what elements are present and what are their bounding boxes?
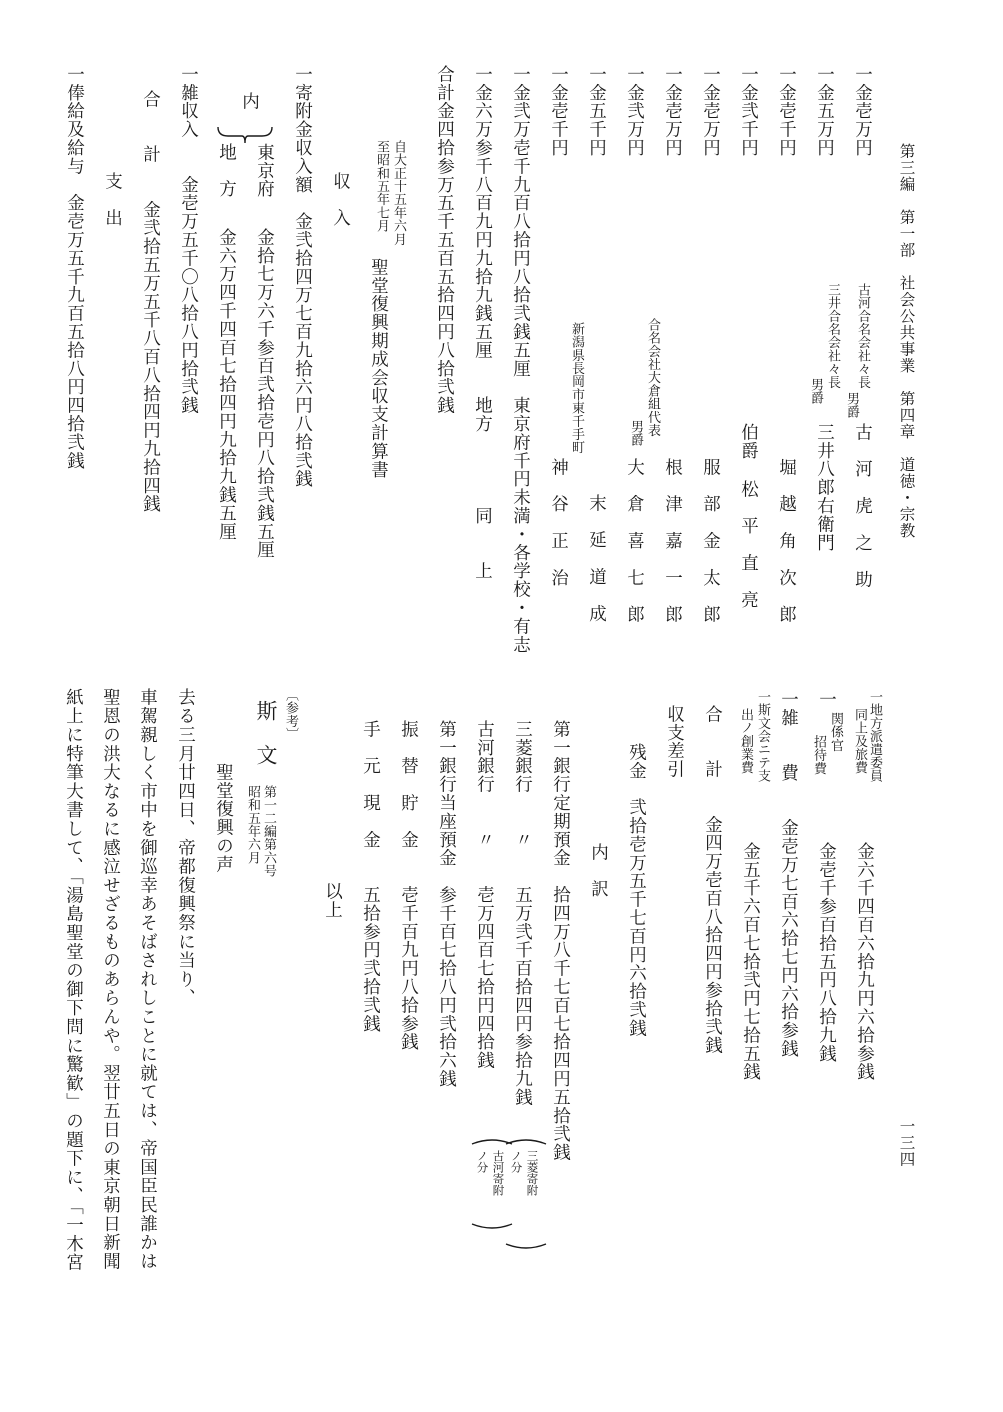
tokyo-label: 東京府: [254, 143, 275, 199]
donor-name: 古 河 虎 之 助: [852, 423, 873, 589]
journal-issue: 第一二編第六号: [261, 785, 276, 878]
reception-label: 招待費: [811, 735, 826, 775]
donor-title: 伯爵: [738, 423, 759, 460]
shibun-label: 一斯文会ニテ支: [755, 690, 770, 783]
donor-name: 松 平 直 亮: [738, 480, 759, 609]
body-line: 聖恩の洪大なるに感泣せざるものあらんや。翌廿五日の東京朝日新聞: [100, 688, 121, 1271]
breakdown-label: 内: [239, 92, 260, 111]
regional-small-donations: 一金六万参千八百九円九拾九銭五厘 地方 同 上: [472, 65, 493, 581]
reception-label: 関係官: [828, 712, 843, 752]
income-heading: 収 入: [330, 172, 351, 228]
shibun-amount: 金五千六百七拾弐円七拾五銭: [740, 842, 761, 1082]
balance-amount: 残金 弐拾壱万五千七百円六拾弐銭: [626, 743, 647, 1038]
donor-amount: 一金壱千円: [776, 65, 797, 157]
period-to: 至昭和五年七月: [374, 140, 389, 233]
travel-amount: 金六千四百六拾九円六拾参銭: [854, 842, 875, 1082]
donation-grand-total: 合計金四拾参万五千五百五拾四円八拾弐銭: [434, 65, 455, 415]
donor-amount: 一金壱万円: [700, 65, 721, 157]
account-row: 第一銀行当座預金 参千百七拾八円弐拾六銭: [436, 720, 457, 1088]
regional-amount: 金六万四千四百七拾四円九拾九銭五厘: [216, 228, 237, 541]
period-from: 自大正十五年六月: [391, 140, 406, 246]
body-line: 車駕親しく市中を御巡幸あそばされしことに就ては、帝国臣民誰かは: [137, 688, 158, 1271]
account-row: 手 元 現 金 五拾参円弐拾弐銭: [360, 720, 381, 1033]
journal-date: 昭和五年六月: [245, 785, 260, 865]
donor-amount: 一金弐千円: [738, 65, 759, 157]
account-row: 古河銀行 〃 壱万四百七拾円四拾銭: [474, 720, 495, 1070]
expense-total: 合 計 金四万壱百八拾四円参拾弐銭: [702, 705, 723, 1055]
body-line: 去る三月廿四日、帝都復興祭に当り、: [175, 688, 196, 1008]
donor-title: 古河合名会社々長: [855, 283, 870, 389]
page-number: 一三四: [897, 1118, 916, 1168]
donor-title: 男爵: [808, 378, 823, 405]
breakdown-heading: 内 訳: [588, 843, 609, 899]
income-total: 合 計 金弐拾五万五千八百八拾四円九拾四銭: [140, 90, 161, 514]
account-row: 振 替 貯 金 壱千百九円八拾参銭: [398, 720, 419, 1052]
donor-title: 合名会社大倉組代表: [645, 318, 660, 437]
account-row: 第一銀行定期預金 拾四万八千七百七拾四円五拾弐銭: [550, 720, 571, 1162]
donor-name: 末 延 道 成: [586, 494, 607, 623]
donor-name: 根 津 嘉 一 郎: [662, 458, 683, 624]
donor-name: 三井八郎右衛門: [814, 423, 835, 552]
donation-income: 一寄附金収入額 金弐拾四万七百九拾六円八拾弐銭: [292, 65, 313, 489]
donor-amount: 一金弐万円: [624, 65, 645, 157]
travel-label: 同上及旅費: [852, 708, 867, 774]
salary-expense: 一俸給及給与 金壱万五千九百五拾八円四拾弐銭: [64, 65, 85, 470]
donor-amount: 一金五千円: [586, 65, 607, 157]
donor-amount: 一金壱万円: [852, 65, 873, 157]
donor-title: 三井合名会社々長: [825, 283, 840, 389]
account-row: 三菱銀行 〃 五万弐千百拾四円参拾九銭: [512, 720, 533, 1107]
balance-heading: 収支差引: [664, 705, 685, 779]
shibun-label: 出ノ創業費: [738, 708, 753, 774]
reception-prefix: 一: [816, 690, 837, 709]
donor-name: 服 部 金 太 郎: [700, 458, 721, 624]
tokyo-small-donations: 一金弐万壱千九百八拾円八拾弐銭五厘 東京府千円未満・各学校・有志: [510, 65, 531, 654]
journal-title: 斯 文: [254, 700, 278, 766]
tokyo-amount: 金拾七万六千参百弐拾壱円八拾弐銭五厘: [254, 228, 275, 560]
account-note: 三菱寄附: [525, 1150, 540, 1196]
misc-income: 一雑収入 金壱万五千〇八拾八円拾弐銭: [178, 65, 199, 415]
donor-name: 大 倉 喜 七 郎: [624, 458, 645, 624]
travel-label: 一地方派遣委員: [867, 690, 882, 783]
donor-amount: 一金壱千円: [548, 65, 569, 157]
donor-title: 男爵: [844, 392, 859, 419]
donor-name: 堀 越 角 次 郎: [776, 458, 797, 624]
donor-title: 新潟県長岡市東千手町: [569, 322, 584, 454]
expense-heading: 支 出: [102, 172, 123, 228]
body-line: 紙上に特筆大書して、「湯島聖堂の御下問に驚歓」の題下に、「一木宮: [63, 688, 84, 1273]
donor-amount: 一金壱万円: [662, 65, 683, 157]
account-note: 古河寄附: [491, 1150, 506, 1196]
account-note: ノ分: [475, 1150, 490, 1173]
account-note: ノ分: [509, 1150, 524, 1173]
misc-expense: 一雑 費 金壱万七百六拾七円六拾参銭: [778, 690, 799, 1058]
donor-amount: 一金五万円: [814, 65, 835, 157]
statement-title: 聖堂復興期成会収支計算書: [368, 258, 389, 479]
donor-name: 神 谷 正 治: [548, 458, 569, 587]
running-title: 第三編 第一部 社会公共事業 第四章 道徳・宗教: [897, 143, 916, 539]
article-title: 聖堂復興の声: [213, 763, 234, 874]
regional-label: 地 方: [216, 143, 237, 199]
donor-title: 男爵: [628, 420, 643, 447]
end-mark: 以上: [322, 882, 343, 919]
reference-tag: 〔参考〕: [283, 688, 298, 741]
reception-amount: 金壱千参百拾五円八拾九銭: [816, 842, 837, 1063]
